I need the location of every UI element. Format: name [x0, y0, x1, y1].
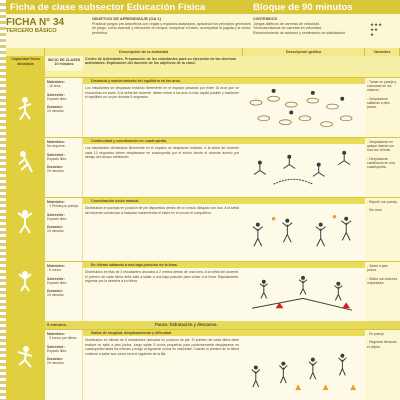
variantes-cell: - Desplazarse en galope lateral con una vez al trote. - Desplazarse cambiando en una cuadrupedia.: [365, 138, 400, 197]
objetivo-block: [92, 17, 252, 35]
pause-duration: 5 minutos.: [47, 322, 68, 327]
objetivo-text: Practicar juegos pre-deportivos con reglas y espacios adaptados, aplicando los principios generales de juego, como avanzar y retroceder en bloque, recuperar el balón, acompañar la jugada y la visión periférica.: [92, 21, 252, 35]
rating-stars: [370, 22, 382, 37]
activity-row: [45, 261, 400, 321]
session-start: [45, 56, 83, 71]
materials-cell: Materiales: - 3 conos por hilera. Sobrevivir: Espacio libre. Duración: 15 minutos.: [45, 330, 83, 400]
materials-cell: Materiales: No requiere. Sobrevivir: Espacio libre. Duración: 15 minutos.: [45, 138, 83, 197]
line-jump-drawing: [243, 269, 365, 319]
long-jump-drawing: [243, 337, 365, 398]
session-intro: Centro de Actividades. Preparación de los estudiantes para su ejecución de las diversas actividades. Explicación del docente de los objetivos de la clase.: [85, 57, 237, 66]
activity-row: [45, 197, 400, 261]
activity-band: En hileras saltando a una baja posición de la línea.: [83, 262, 365, 268]
ficha-number: FICHA N° 34: [6, 17, 65, 28]
col-capacidad-header: [6, 48, 45, 56]
session-duration: 10 minutos: [54, 62, 74, 66]
activity-description: Distribuidos en parejas en posición de pie dispuestos dentro de un círculo dibujado con tiza. A la señal del docente comienzan a trasladar manteniendo el balón en el círculo el compañero.: [85, 206, 239, 215]
col-variantes-header: Variantes: [365, 48, 400, 56]
session-label: INICIO DE CLASES: [47, 58, 81, 62]
crouch-figure-icon: [16, 148, 34, 174]
star-icon: ★: [370, 32, 375, 37]
variantes-cell: - En pareja. - Regresar llevando el objeto.: [365, 330, 400, 400]
activity-band: Coordinación oculo manual.: [83, 198, 365, 204]
col-grafica-header: Descripción gráfica: [243, 48, 365, 56]
activity-band: Continuidad y coordinación en cuadrupedia.: [83, 138, 365, 144]
header-title: Ficha de clase subsector Educación Física: [10, 2, 206, 13]
activity-row: [45, 137, 400, 197]
variantes-cell: - Saltar a pies juntos. - Saltar con balones unipedales.: [365, 262, 400, 321]
activity-description: Los estudiantes se desplazan trotando libremente en el espacio pasando por entre 16 aros que se encuentran en suelo. A la señal del docente, deben entrar a los aros lo más rápido posible y mantener el equilibrio en un pie durante 5 segundos.: [85, 86, 239, 100]
activity-band: Distancia y mantenimiento del equilibrio en los aros.: [83, 78, 365, 84]
activity-band: Saltos de longitud, desplazamiento y dificultad.: [83, 330, 365, 336]
quadruped-drawing: [243, 145, 365, 195]
page-header: [6, 0, 400, 14]
objetivo-code: (OA 1): [149, 16, 161, 21]
hoops-drawing: [243, 85, 365, 135]
activity-row: [45, 77, 400, 137]
contenidos-label: CONTENIDOS: [253, 17, 277, 21]
materials-cell: Materiales: - 6 conos. Sobrevivir: Espacio libre. Duración: 15 minutos.: [45, 262, 83, 321]
runner-figure-icon: [16, 96, 34, 122]
activity-description: Distribuidos en hileras de 5 estudiantes ubicados en posición de pie. El primero de cada hilera debe realizar un salto a pies juntos, luego saltar 3 conos pequeños para posteriormente desplazarse en cuadrupedia hasta los mismos y luego al siguiente conos en velocidad. Cuando el primero de la hilera continúe a saltar sus conos será el siguiente de la fila.: [85, 338, 239, 356]
pause-row: [45, 321, 400, 329]
variantes-cell: - Tomar un pareja y colocarse en los mismos. - Desplazarse saltando a pies juntos.: [365, 78, 400, 137]
leaping-figure-icon: [16, 345, 34, 371]
ball-thrower-figure-icon: [16, 208, 34, 234]
activity-description: Los estudiantes distribuidos libremente en el espacio se desplazan trotando. A la señal del docente cada 10 segundos deben desplazarse en cuadrupedia por el sector donde el docente acercó por debajo del cuerpo señalando.: [85, 146, 239, 160]
header-block-title: Bloque de 90 minutos: [253, 2, 353, 13]
capacidad-title: Capacidad física abordada: [11, 57, 40, 66]
contenido-item: Técnicas básicas de carreras en velocidad.: [253, 26, 322, 30]
contenido-item: Juegos atléticos de carreras de velocidad.: [253, 21, 321, 26]
objetivo-label: OBJETIVO DE APRENDIZAJE: [92, 16, 149, 21]
contenidos-block: [253, 17, 368, 35]
variantes-cell: - Repetir con pareja. - Sin aros.: [365, 198, 400, 261]
pairs-ball-drawing: [243, 205, 365, 259]
materials-cell: Materiales: - 16 aros. Sobrevivir: Espacio libre. Duración: 10 minutos.: [45, 78, 83, 137]
jumper-figure-icon: [16, 270, 34, 296]
materials-cell: Materiales: - 1 Pelota por pareja. Sobrevivir: Espacio libre. Duración: 15 minutos.: [45, 198, 83, 261]
grade-label: TERCERO BÁSICO: [6, 28, 57, 34]
contenido-item: Reconocimiento de avances y sentimiento de satisfacción.: [253, 30, 347, 35]
col-actividad-header: Descripción de la actividad: [45, 48, 243, 56]
pause-text: Pausa: hidratación y descanso.: [155, 322, 218, 327]
activity-description: Distribuidos en filas de 3 estudiantes ubicados a 2 metros detrás de una línea. A la señal del docente, el primero de cada hilera debe salir a saltar a una baja posición para volver a la línea. Rápidamente, regresar por la derecha a su hilera.: [85, 270, 239, 284]
star-icon: ★★: [370, 27, 379, 32]
star-icon: ★★★: [370, 22, 383, 27]
activity-row: [45, 329, 400, 400]
